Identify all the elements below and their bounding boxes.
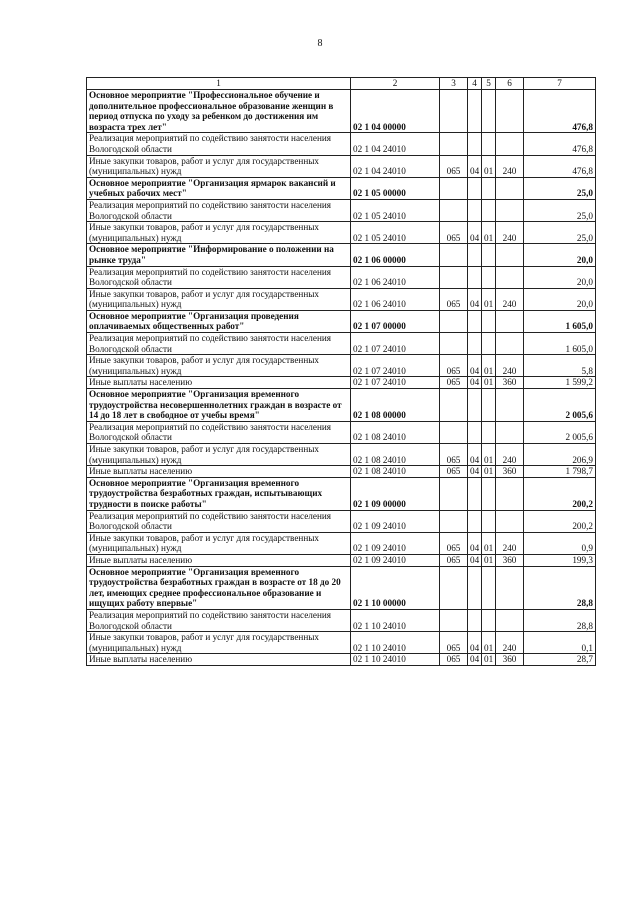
row-name: Иные закупки товаров, работ и услуг для государственных (муниципальных) нужд (87, 355, 351, 377)
row-expense-type: 240 (496, 532, 524, 554)
row-section: 04 (468, 654, 482, 666)
row-name: Реализация мероприятий по содействию занятости населения Вологодской области (87, 333, 351, 355)
row-expense-type: 240 (496, 288, 524, 310)
row-section: 04 (468, 355, 482, 377)
row-expense-type (496, 133, 524, 155)
row-code: 02 1 05 24010 (351, 222, 440, 244)
row-name: Иные закупки товаров, работ и услуг для государственных (муниципальных) нужд (87, 444, 351, 466)
row-section: 04 (468, 377, 482, 389)
row-section (468, 389, 482, 422)
row-amount: 1 605,0 (524, 310, 596, 332)
row-amount: 28,8 (524, 566, 596, 609)
row-code: 02 1 08 24010 (351, 444, 440, 466)
row-name: Иные закупки товаров, работ и услуг для государственных (муниципальных) нужд (87, 632, 351, 654)
row-amount: 199,3 (524, 554, 596, 566)
row-subsection: 01 (482, 466, 496, 478)
row-expense-type (496, 310, 524, 332)
row-admin-code (440, 477, 468, 510)
row-name: Основное мероприятие "Организация временного трудоустройства несовершеннолетних граждан в возрасте от 14 до 18 лет в свободное от учебы время" (87, 389, 351, 422)
row-section (468, 177, 482, 199)
row-subsection (482, 199, 496, 221)
header-col-1: 1 (87, 78, 351, 90)
row-admin-code: 065 (440, 355, 468, 377)
row-name: Реализация мероприятий по содействию занятости населения Вологодской области (87, 609, 351, 631)
row-subsection: 01 (482, 444, 496, 466)
row-expense-type: 240 (496, 355, 524, 377)
table-row (87, 244, 596, 266)
row-amount: 1 605,0 (524, 333, 596, 355)
row-section: 04 (468, 222, 482, 244)
row-name: Реализация мероприятий по содействию занятости населения Вологодской области (87, 199, 351, 221)
row-amount: 476,8 (524, 155, 596, 177)
row-name: Основное мероприятие "Профессиональное обучение и дополнительное профессиональное образование женщин в период отпуска по уходу за ребенком до достижения им возраста трех лет" (87, 90, 351, 133)
row-admin-code: 065 (440, 632, 468, 654)
row-name: Иные закупки товаров, работ и услуг для государственных (муниципальных) нужд (87, 155, 351, 177)
row-admin-code: 065 (440, 377, 468, 389)
row-amount: 25,0 (524, 177, 596, 199)
budget-table (86, 77, 596, 666)
row-expense-type (496, 421, 524, 443)
row-code: 02 1 09 24010 (351, 510, 440, 532)
row-subsection (482, 266, 496, 288)
row-expense-type (496, 266, 524, 288)
table-row (87, 466, 596, 478)
header-col-5: 5 (482, 78, 496, 90)
row-admin-code: 065 (440, 532, 468, 554)
row-admin-code: 065 (440, 444, 468, 466)
row-amount: 1 599,2 (524, 377, 596, 389)
row-subsection: 01 (482, 377, 496, 389)
row-admin-code: 065 (440, 466, 468, 478)
row-code: 02 1 10 00000 (351, 566, 440, 609)
page-number: 8 (317, 38, 323, 49)
row-section (468, 244, 482, 266)
row-amount: 28,8 (524, 609, 596, 631)
row-code: 02 1 06 24010 (351, 266, 440, 288)
row-code: 02 1 06 00000 (351, 244, 440, 266)
row-amount: 2 005,6 (524, 421, 596, 443)
row-code: 02 1 08 24010 (351, 466, 440, 478)
row-code: 02 1 07 24010 (351, 333, 440, 355)
row-admin-code (440, 421, 468, 443)
row-code: 02 1 07 24010 (351, 355, 440, 377)
row-name: Реализация мероприятий по содействию занятости населения Вологодской области (87, 510, 351, 532)
table-row (87, 355, 596, 377)
row-subsection (482, 477, 496, 510)
row-amount: 20,0 (524, 266, 596, 288)
row-section: 04 (468, 632, 482, 654)
row-code: 02 1 09 24010 (351, 554, 440, 566)
row-admin-code: 065 (440, 554, 468, 566)
row-admin-code (440, 310, 468, 332)
table-row (87, 654, 596, 666)
row-subsection (482, 333, 496, 355)
row-amount: 476,8 (524, 90, 596, 133)
table-row (87, 266, 596, 288)
row-amount: 0,1 (524, 632, 596, 654)
table-row (87, 632, 596, 654)
row-admin-code: 065 (440, 288, 468, 310)
row-expense-type (496, 90, 524, 133)
header-col-3: 3 (440, 78, 468, 90)
row-amount: 206,9 (524, 444, 596, 466)
table-row (87, 177, 596, 199)
table-row (87, 444, 596, 466)
row-subsection: 01 (482, 222, 496, 244)
row-amount: 28,7 (524, 654, 596, 666)
row-code: 02 1 06 24010 (351, 288, 440, 310)
row-subsection: 01 (482, 288, 496, 310)
row-expense-type: 360 (496, 377, 524, 389)
header-col-2: 2 (351, 78, 440, 90)
table-row (87, 510, 596, 532)
row-subsection: 01 (482, 632, 496, 654)
row-name: Основное мероприятие "Организация временного трудоустройства безработных граждан, испытывающих трудности в поиске работы" (87, 477, 351, 510)
row-code: 02 1 10 24010 (351, 609, 440, 631)
row-admin-code (440, 266, 468, 288)
row-section: 04 (468, 155, 482, 177)
row-expense-type (496, 333, 524, 355)
row-code: 02 1 05 24010 (351, 199, 440, 221)
table-row (87, 310, 596, 332)
row-amount: 25,0 (524, 222, 596, 244)
row-code: 02 1 04 24010 (351, 155, 440, 177)
row-expense-type: 360 (496, 654, 524, 666)
row-expense-type (496, 566, 524, 609)
row-subsection (482, 609, 496, 631)
row-code: 02 1 04 00000 (351, 90, 440, 133)
row-admin-code (440, 389, 468, 422)
table-row (87, 421, 596, 443)
table-row (87, 199, 596, 221)
row-expense-type (496, 510, 524, 532)
row-admin-code: 065 (440, 654, 468, 666)
row-subsection (482, 90, 496, 133)
row-subsection: 01 (482, 155, 496, 177)
table-row (87, 532, 596, 554)
row-expense-type: 240 (496, 222, 524, 244)
row-name: Иные закупки товаров, работ и услуг для государственных (муниципальных) нужд (87, 532, 351, 554)
table-row (87, 554, 596, 566)
row-section: 04 (468, 466, 482, 478)
table-row (87, 609, 596, 631)
row-subsection: 01 (482, 554, 496, 566)
row-section: 04 (468, 288, 482, 310)
row-admin-code: 065 (440, 155, 468, 177)
row-subsection: 01 (482, 355, 496, 377)
row-expense-type (496, 609, 524, 631)
row-amount: 5,8 (524, 355, 596, 377)
row-expense-type (496, 477, 524, 510)
row-admin-code (440, 333, 468, 355)
row-expense-type (496, 199, 524, 221)
row-expense-type: 240 (496, 155, 524, 177)
table-row (87, 477, 596, 510)
row-admin-code (440, 609, 468, 631)
table-row (87, 90, 596, 133)
header-col-7: 7 (524, 78, 596, 90)
row-code: 02 1 09 00000 (351, 477, 440, 510)
row-code: 02 1 07 24010 (351, 377, 440, 389)
row-name: Основное мероприятие "Организация проведения оплачиваемых общественных работ" (87, 310, 351, 332)
table-row (87, 288, 596, 310)
row-name: Иные выплаты населению (87, 554, 351, 566)
row-code: 02 1 10 24010 (351, 632, 440, 654)
row-section (468, 609, 482, 631)
row-name: Основное мероприятие "Информирование о положении на рынке труда" (87, 244, 351, 266)
table-row (87, 222, 596, 244)
row-subsection (482, 421, 496, 443)
row-section (468, 421, 482, 443)
header-col-6: 6 (496, 78, 524, 90)
table-row (87, 333, 596, 355)
row-admin-code (440, 90, 468, 133)
row-section (468, 133, 482, 155)
row-expense-type (496, 244, 524, 266)
table-row (87, 377, 596, 389)
row-name: Реализация мероприятий по содействию занятости населения Вологодской области (87, 266, 351, 288)
row-name: Иные выплаты населению (87, 654, 351, 666)
row-name: Иные закупки товаров, работ и услуг для государственных (муниципальных) нужд (87, 288, 351, 310)
row-section (468, 333, 482, 355)
table-row (87, 155, 596, 177)
row-amount: 2 005,6 (524, 389, 596, 422)
row-subsection (482, 177, 496, 199)
row-admin-code (440, 244, 468, 266)
row-amount: 200,2 (524, 477, 596, 510)
row-section (468, 199, 482, 221)
header-col-4: 4 (468, 78, 482, 90)
row-subsection (482, 389, 496, 422)
table-row (87, 389, 596, 422)
row-section: 04 (468, 554, 482, 566)
header-row (87, 78, 596, 90)
row-name: Основное мероприятие "Организация ярмарок вакансий и учебных рабочих мест" (87, 177, 351, 199)
row-code: 02 1 04 24010 (351, 133, 440, 155)
row-admin-code (440, 177, 468, 199)
row-subsection (482, 510, 496, 532)
table-row (87, 133, 596, 155)
row-amount: 0,9 (524, 532, 596, 554)
row-section (468, 90, 482, 133)
row-subsection: 01 (482, 654, 496, 666)
row-code: 02 1 08 00000 (351, 389, 440, 422)
row-name: Иные закупки товаров, работ и услуг для государственных (муниципальных) нужд (87, 222, 351, 244)
row-name: Реализация мероприятий по содействию занятости населения Вологодской области (87, 421, 351, 443)
row-amount: 20,0 (524, 244, 596, 266)
row-name: Иные выплаты населению (87, 466, 351, 478)
row-section: 04 (468, 444, 482, 466)
row-expense-type: 360 (496, 466, 524, 478)
row-expense-type (496, 389, 524, 422)
row-admin-code (440, 510, 468, 532)
row-section (468, 310, 482, 332)
table-row (87, 566, 596, 609)
row-amount: 200,2 (524, 510, 596, 532)
row-code: 02 1 07 00000 (351, 310, 440, 332)
row-name: Реализация мероприятий по содействию занятости населения Вологодской области (87, 133, 351, 155)
row-subsection (482, 310, 496, 332)
row-section (468, 477, 482, 510)
row-code: 02 1 05 00000 (351, 177, 440, 199)
row-admin-code (440, 566, 468, 609)
row-code: 02 1 09 24010 (351, 532, 440, 554)
row-expense-type (496, 177, 524, 199)
row-section: 04 (468, 532, 482, 554)
row-amount: 20,0 (524, 288, 596, 310)
row-admin-code: 065 (440, 222, 468, 244)
row-amount: 476,8 (524, 133, 596, 155)
row-section (468, 510, 482, 532)
row-subsection (482, 244, 496, 266)
row-subsection: 01 (482, 532, 496, 554)
row-expense-type: 240 (496, 632, 524, 654)
row-expense-type: 360 (496, 554, 524, 566)
row-admin-code (440, 199, 468, 221)
row-section (468, 266, 482, 288)
row-amount: 1 798,7 (524, 466, 596, 478)
row-expense-type: 240 (496, 444, 524, 466)
row-name: Основное мероприятие "Организация временного трудоустройства безработных граждан в возрасте от 18 до 20 лет, имеющих среднее профессиональное образование и ищущих работу впервые" (87, 566, 351, 609)
table-body (87, 90, 596, 666)
row-subsection (482, 133, 496, 155)
row-section (468, 566, 482, 609)
row-amount: 25,0 (524, 199, 596, 221)
row-admin-code (440, 133, 468, 155)
row-code: 02 1 08 24010 (351, 421, 440, 443)
row-subsection (482, 566, 496, 609)
row-name: Иные выплаты населению (87, 377, 351, 389)
row-code: 02 1 10 24010 (351, 654, 440, 666)
